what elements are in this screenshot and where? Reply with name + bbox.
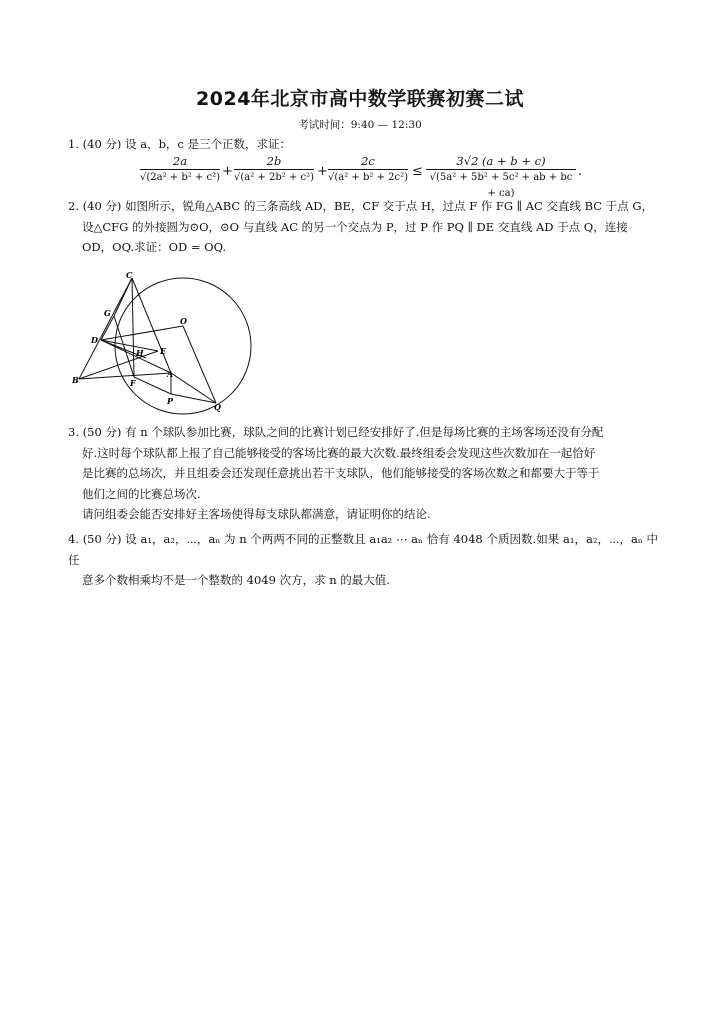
problem-4 [68,529,658,591]
problem-3-number: 3. [68,425,79,439]
problem-4-points: (50 分) [82,532,122,546]
label-d: D [91,335,98,345]
segment-bc [79,278,132,379]
problem-3 [68,422,658,525]
label-e: E [160,346,167,356]
label-h: H [136,348,144,358]
problem-3-line-2: 好.这时每个球队都上报了自己能够接受的客场比赛的最大次数.最终组委会发现这些次数加在一起恰好 [82,445,596,460]
label-o: O [180,316,187,326]
problem-2-line-3: OD，OQ.求证：OD = OQ. [82,240,227,254]
label-f: F [130,378,136,388]
page-title: 2024年北京市高中数学联赛初赛二试 [196,88,524,110]
problem-3-line-3: 是比赛的总场次，并且组委会还发现任意挑出若干支球队，他们能够接受的客场次数之和都要大于等于 [82,466,600,480]
term1-numerator: 2a [172,154,188,168]
problem-3-points: (50 分) [82,425,122,439]
label-p: P [167,396,174,406]
problem-2-number: 2. [68,199,79,213]
term2-numerator: 2b [266,154,282,168]
problem-3-line-5: 请问组委会能否安排好主客场使得每支球队都满意，请证明你的结论. [82,507,431,521]
problem-3-line-4: 他们之间的比赛总场次. [82,486,201,501]
problem-2 [68,196,658,258]
problem-2-points: (40 分) [82,199,122,213]
segment-ca [132,278,171,373]
label-c: C [126,270,133,280]
fraction-term-1 [140,153,220,186]
segment-od [101,326,183,340]
label-q: Q [214,402,221,412]
problem-4-line-2: 意多个数相乘均不是一个整数的 4049 次方，求 n 的最大值. [82,573,390,587]
label-b: B [72,375,79,385]
problem-3-line-1: 有 n 个球队参加比赛，球队之间的比赛计划已经安排好了.但是每场比赛的主场客场还没有分配 [125,425,604,439]
rhs-numerator: 3√2 (a + b + c) [456,154,546,168]
segment-gd [101,316,114,340]
plus-sign-2: + [317,164,328,179]
exam-time: 考试时间：9:40 — 12:30 [298,119,422,131]
segment-de [101,340,158,351]
problem-1-number: 1. [68,137,79,151]
problem-4-line-1: 设 a₁，a₂，⋯，aₙ 为 n 个两两不同的正整数且 a₁a₂ ⋯ aₙ 恰有 4048 个质因数.如果 a₁，a₂，⋯，aₙ 中任 [68,532,659,567]
problem-4-number: 4. [68,532,79,546]
fraction-term-3 [328,153,408,186]
segment-fp [134,377,171,394]
problem-1 [68,134,658,155]
term3-denominator: √(a² + b² + 2c²) [328,172,408,183]
fraction-term-2 [234,153,314,186]
problem-2-line-1: 如图所示，锐角△ABC 的三条高线 AD，BE，CF 交于点 H，过点 F 作 FG ∥ AC 交直线 BC 于点 G， [125,199,654,213]
rhs-denominator: √(5a² + 5b² + 5c² + ab + bc + ca) [429,172,573,199]
segment-cf-g [114,278,132,316]
problem-1-text: 设 a，b，c 是三个正数，求证： [125,137,292,151]
circle-o [115,278,251,414]
label-g: G [104,308,111,318]
term1-denominator: √(2a² + b² + c²) [140,172,220,183]
geometry-figure [66,266,252,418]
problem-2-line-2: 设△CFG 的外接圆为⊙O，⊙O 与直线 AC 的另一个交点为 P，过 P 作 PQ ∥ DE 交直线 AD 于点 Q，连接 [82,219,628,234]
term2-denominator: √(a² + 2b² + c²) [234,172,314,183]
plus-sign-1: + [222,164,233,179]
term3-numerator: 2c [361,154,375,168]
problem-1-inequality [140,153,600,199]
fraction-rhs [426,153,576,199]
altitude-cf [132,278,134,377]
problem-1-points: (40 分) [82,137,122,151]
label-a: A [167,369,174,379]
leq-sign: ≤ [412,164,423,179]
formula-period: . [578,164,583,179]
